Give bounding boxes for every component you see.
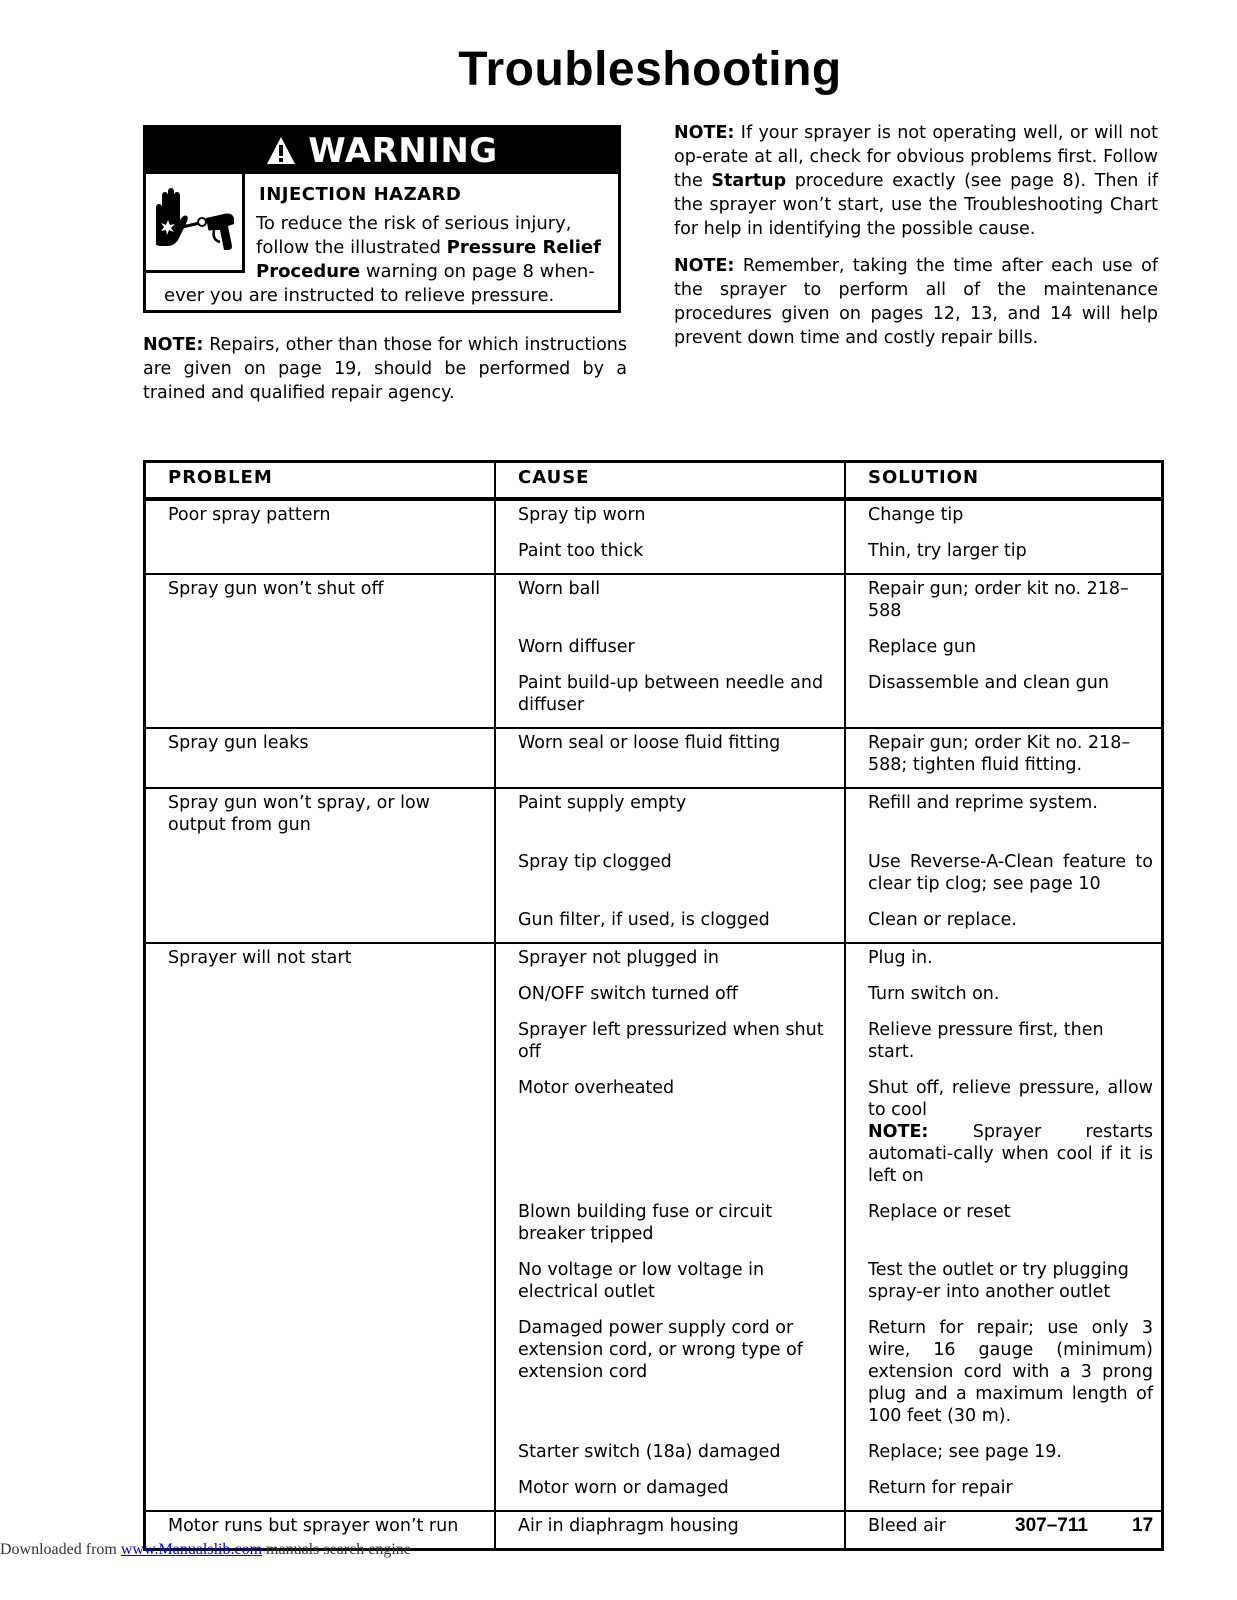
table-row <box>145 943 1163 980</box>
problem-header: PROBLEM <box>145 462 496 500</box>
manualslib-link[interactable]: www.Manualslib.com <box>120 1541 263 1558</box>
download-credit-text: Downloaded from <box>0 1541 121 1558</box>
warning-box <box>143 125 621 313</box>
solution-cell: Thin, try larger tip <box>868 541 1027 561</box>
cause-cell: Spray tip worn <box>495 499 845 537</box>
download-credit <box>0 1541 411 1559</box>
cause-cell: Spray tip clogged <box>495 848 845 906</box>
warning-header <box>146 128 618 174</box>
warning-line-2-text: follow the illustrated <box>256 237 447 258</box>
note-remember-text: Remember, taking the time after each use of the sprayer to perform all of the maintenance procedures given on pages 12, 13, and 14 will help prevent down time and costly repair bills. <box>674 256 1158 348</box>
problem-cell: Spray gun won’t spray, or low output from gun <box>145 788 496 943</box>
solution-cell: Plug in. <box>845 943 1163 980</box>
solution-note <box>868 1121 1153 1187</box>
cause-cell: Gun filter, if used, is clogged <box>495 906 845 943</box>
solution-cell: Replace gun <box>868 637 977 657</box>
solution-header: SOLUTION <box>845 462 1163 500</box>
cause-cell: Worn diffuser <box>495 633 845 669</box>
solution-cell: Change tip <box>845 499 1163 537</box>
note-operating-text: If your sprayer is not operating well, or will not op-erate at all, check for obvious problems first. Follow the <box>674 123 1158 191</box>
solution-cell: Return for repair; use only 3 wire, 16 gauge (minimum) extension cord with a 3 prong plug and a maximum length of 100 feet (30 m). <box>868 1318 1153 1426</box>
cause-cell: Sprayer left pressurized when shut off <box>495 1016 845 1074</box>
cause-cell: Air in diaphragm housing <box>495 1511 845 1550</box>
problem-cell: Spray gun leaks <box>145 728 496 788</box>
warning-line-1: To reduce the risk of serious injury, <box>256 213 572 234</box>
problem-cell: Motor runs but sprayer won’t run <box>145 1511 496 1550</box>
cause-cell: Motor worn or damaged <box>495 1474 845 1511</box>
note-label: NOTE: <box>674 123 735 143</box>
warning-line-3-text: warning on page 8 when- <box>360 261 595 282</box>
warning-label: WARNING <box>308 131 498 171</box>
cause-cell: Starter switch (18a) damaged <box>495 1438 845 1474</box>
cause-cell: Worn ball <box>495 574 845 633</box>
note-repairs <box>143 333 627 405</box>
solution-cell: Turn switch on. <box>868 984 1000 1004</box>
injection-hazard-title: INJECTION HAZARD <box>259 184 462 205</box>
problem-cell: Sprayer will not start <box>145 943 496 1511</box>
cause-cell: No voltage or low voltage in electrical outlet <box>495 1256 845 1314</box>
solution-cell: Repair gun; order Kit no. 218–588; tighten fluid fitting. <box>845 728 1163 788</box>
procedure-emphasis: Procedure <box>256 261 361 282</box>
troubleshooting-table <box>143 460 1164 1551</box>
table-row <box>145 788 1163 848</box>
solution-cell: Refill and reprime system. <box>845 788 1163 848</box>
table-header-row <box>145 462 1163 500</box>
injection-hazard-icon <box>146 174 240 268</box>
cause-cell: Worn seal or loose fluid fitting <box>495 728 845 788</box>
problem-cell: Poor spray pattern <box>145 499 496 574</box>
solution-cell: Relieve pressure first, then start. <box>868 1020 1104 1062</box>
cause-cell: Motor overheated <box>495 1074 845 1198</box>
solution-cell: Return for repair <box>868 1478 1013 1498</box>
warning-line-3 <box>256 260 595 284</box>
warning-triangle-icon <box>266 136 296 166</box>
note-label: NOTE: <box>143 335 204 355</box>
cause-cell: Sprayer not plugged in <box>495 943 845 980</box>
page-number: 17 <box>1132 1515 1154 1536</box>
injection-hazard-icon-frame <box>146 174 245 273</box>
note-label: NOTE: <box>868 1122 929 1142</box>
problem-cell: Spray gun won’t shut off <box>145 574 496 728</box>
solution-cell: Repair gun; order kit no. 218–588 <box>845 574 1163 633</box>
solution-cell: Disassemble and clean gun <box>868 673 1109 693</box>
note-repairs-text: Repairs, other than those for which instructions are given on page 19, should be performed by a trained and qualified repair agency. <box>143 335 627 403</box>
warning-line-4: ever you are instructed to relieve pressure. <box>164 285 555 306</box>
solution-text: Shut off, relieve pressure, allow to cool <box>868 1078 1153 1120</box>
startup-emphasis: Startup <box>711 171 787 191</box>
cause-cell: Paint supply empty <box>495 788 845 848</box>
pressure-relief-emphasis: Pressure Relief <box>446 237 601 258</box>
solution-cell: Bleed air <box>845 1511 1163 1550</box>
table-row <box>145 574 1163 633</box>
cause-cell: ON/OFF switch turned off <box>495 980 845 1016</box>
note-operating <box>674 121 1158 241</box>
solution-cell: Replace; see page 19. <box>868 1442 1062 1462</box>
solution-cell: Replace or reset <box>868 1202 1011 1222</box>
cause-cell: Paint too thick <box>495 537 845 574</box>
table-row <box>145 499 1163 537</box>
solution-cell: Clean or replace. <box>868 910 1017 930</box>
cause-cell: Blown building fuse or circuit breaker tripped <box>495 1198 845 1256</box>
solution-cell: Use Reverse-A-Clean feature to clear tip clog; see page 10 <box>868 852 1153 894</box>
note-label: NOTE: <box>674 256 735 276</box>
page-title: Troubleshooting <box>458 43 842 96</box>
note-remember <box>674 254 1158 350</box>
cause-cell: Paint build-up between needle and diffuser <box>495 669 845 728</box>
table-row <box>145 728 1163 788</box>
warning-line-2 <box>256 236 601 260</box>
solution-cell <box>845 1074 1163 1198</box>
note-operating-text-2: procedure exactly (see page 8). Then if the sprayer won’t start, use the Troubleshooting Chart for help in identifying the possible cause. <box>674 171 1158 239</box>
cause-header: CAUSE <box>495 462 845 500</box>
cause-cell: Damaged power supply cord or extension cord, or wrong type of extension cord <box>495 1314 845 1438</box>
document-number: 307–711 <box>1015 1515 1088 1536</box>
download-credit-tagline: manuals search engine <box>262 1541 411 1558</box>
solution-cell: Test the outlet or try plugging spray-er into another outlet <box>868 1260 1129 1302</box>
solution-note-text: Sprayer restarts automati-cally when cool if it is left on <box>868 1122 1153 1186</box>
